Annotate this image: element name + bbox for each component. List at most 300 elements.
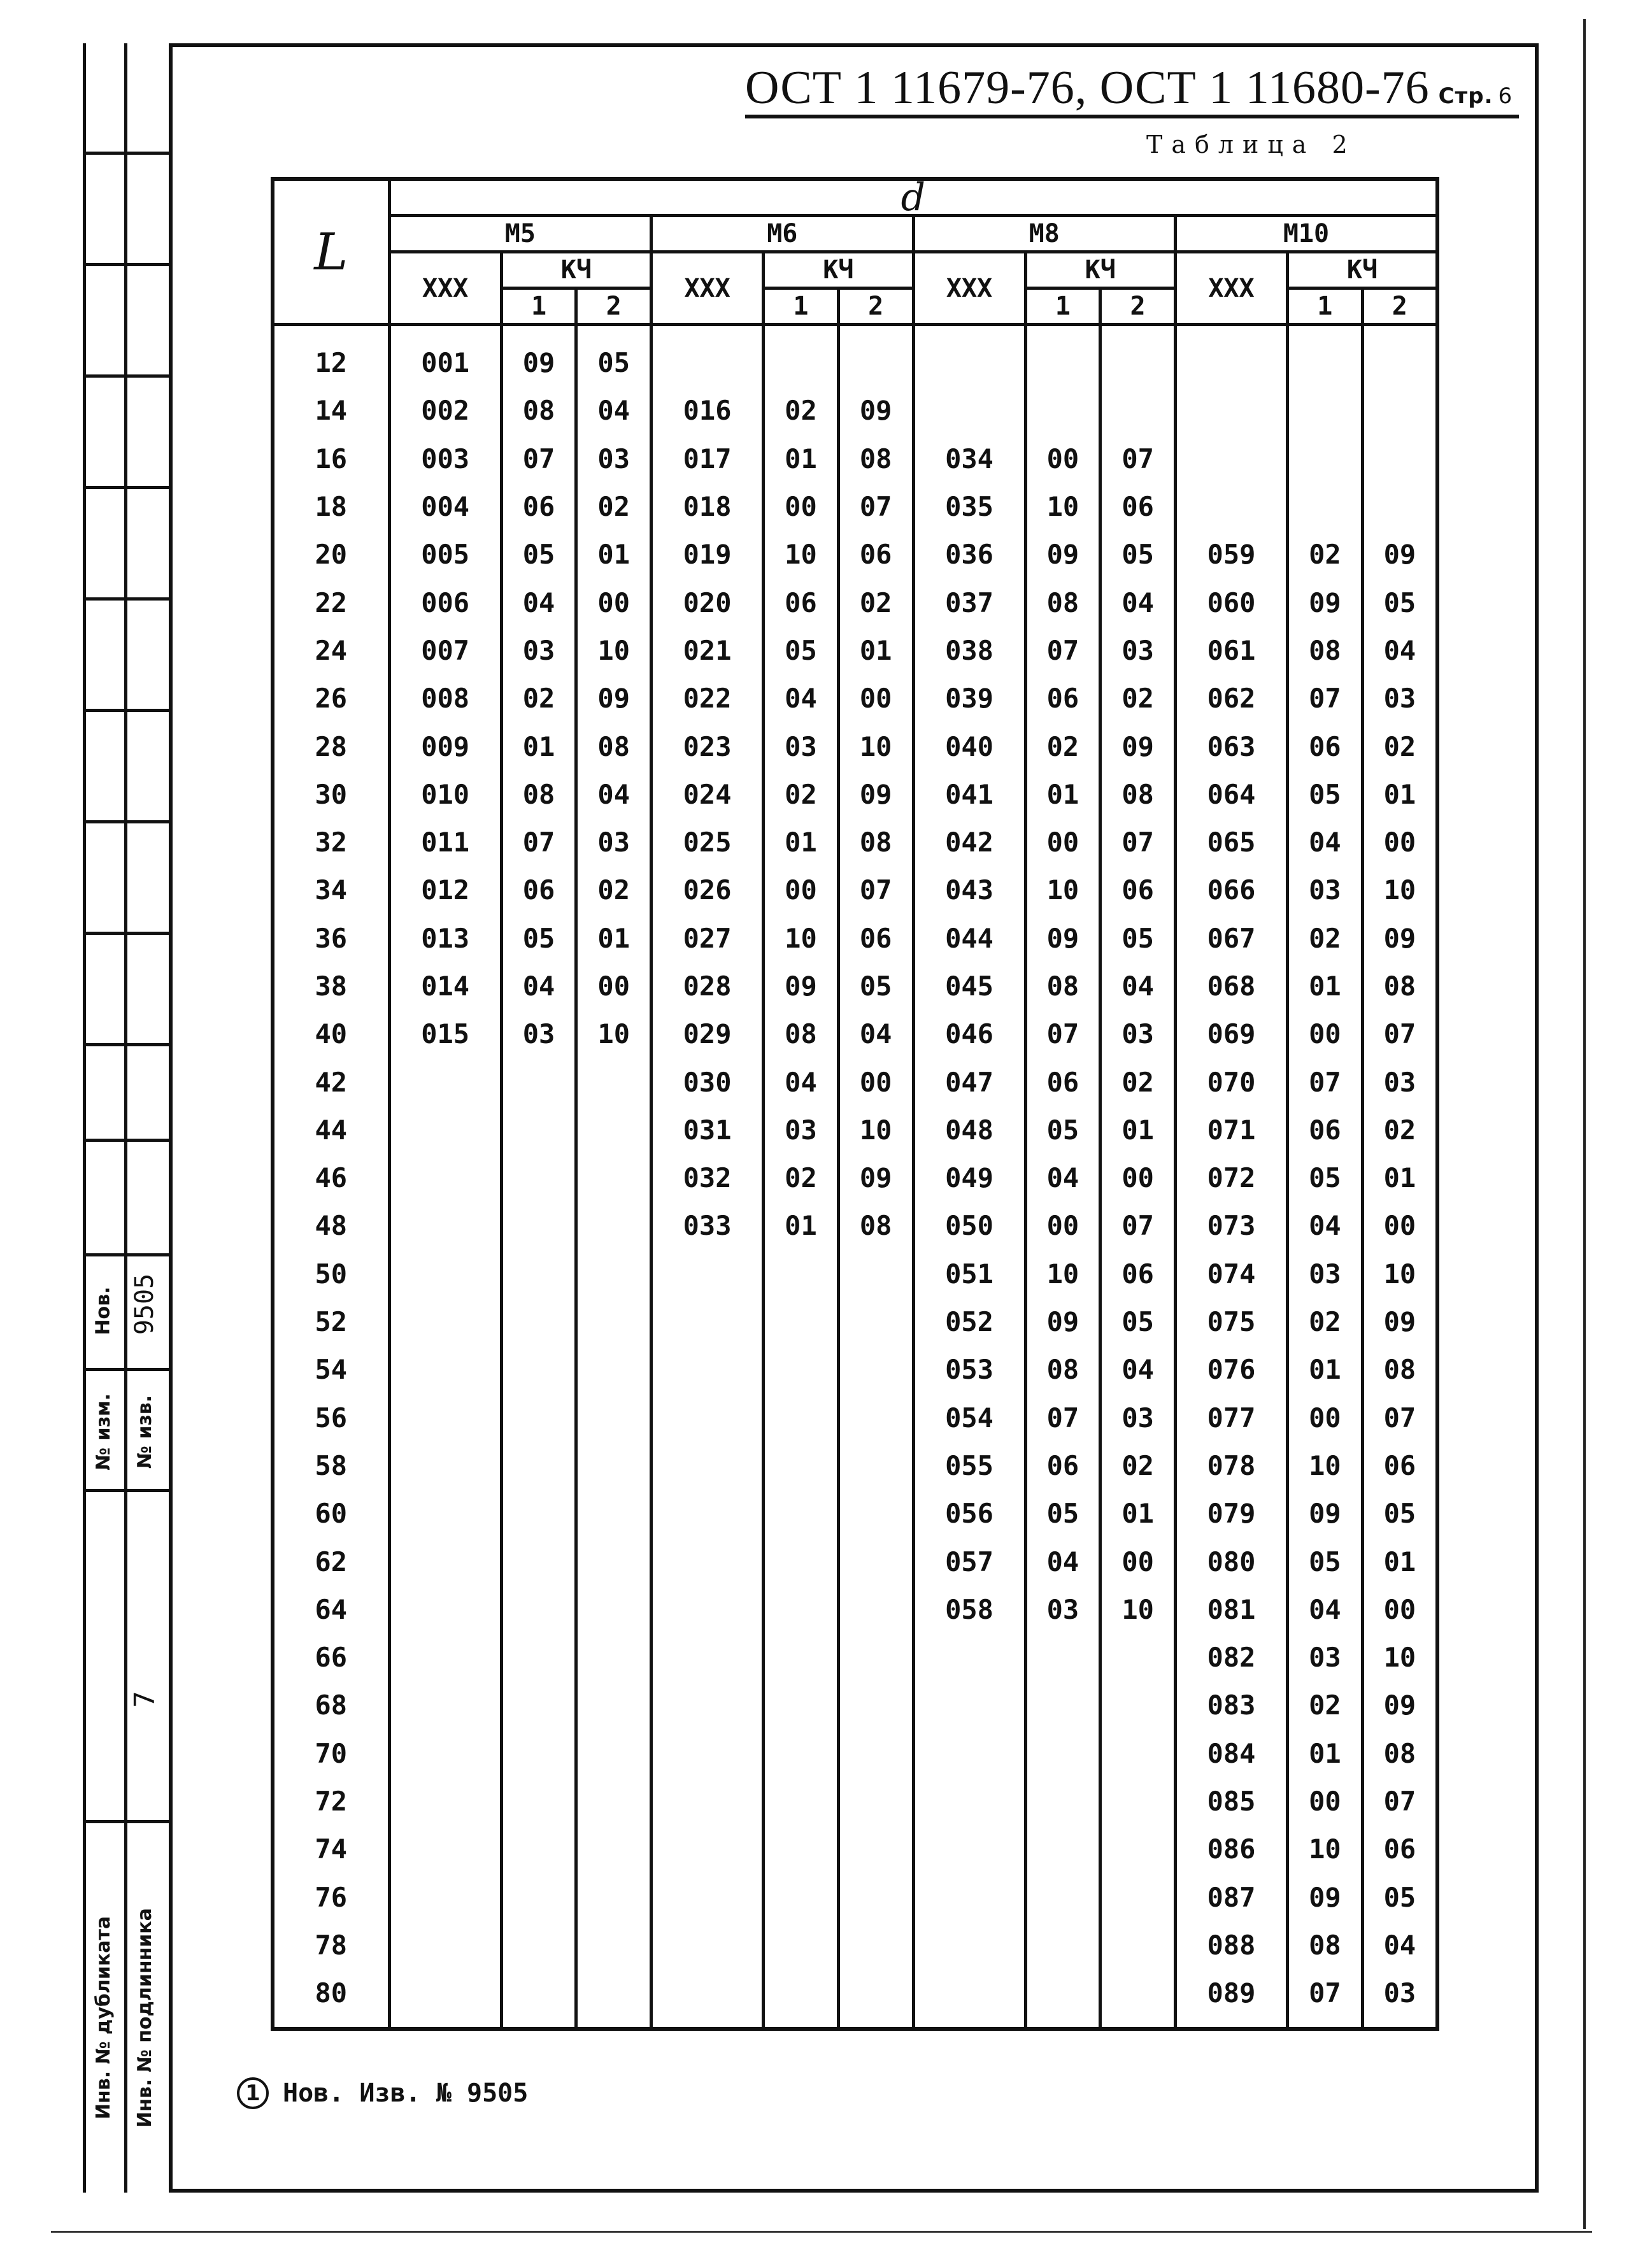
subheader-xxx: XXX <box>652 252 764 325</box>
table-cell: 09 <box>1025 530 1100 578</box>
table-row <box>273 962 1437 1010</box>
table-cell: 00 <box>838 1058 913 1106</box>
length-cell: 62 <box>273 1537 389 1585</box>
table-cell: 022 <box>652 674 764 722</box>
table-cell: 026 <box>652 866 764 914</box>
table-cell: 016 <box>652 387 764 434</box>
table-cell: 01 <box>1288 1730 1363 1777</box>
table-cell: 03 <box>501 627 576 674</box>
table-cell: 040 <box>913 722 1025 770</box>
table-cell <box>913 1921 1025 1969</box>
table-cell <box>389 1250 501 1298</box>
table-cell: 09 <box>1362 1298 1437 1346</box>
table-cell <box>1288 483 1363 530</box>
table-cell: 001 <box>389 325 501 387</box>
table-cell: 08 <box>1288 1921 1363 1969</box>
length-cell: 50 <box>273 1250 389 1298</box>
table-cell: 08 <box>1025 962 1100 1010</box>
table-cell: 09 <box>1100 722 1176 770</box>
table-cell <box>501 1730 576 1777</box>
table-cell: 06 <box>1025 674 1100 722</box>
table-cell: 069 <box>1175 1010 1287 1058</box>
table-cell: 01 <box>1288 1346 1363 1393</box>
table-cell: 015 <box>389 1010 501 1058</box>
table-cell <box>389 1202 501 1249</box>
table-cell: 04 <box>1362 627 1437 674</box>
table-cell <box>764 1681 839 1729</box>
table-cell: 08 <box>1362 962 1437 1010</box>
table-cell: 087 <box>1175 1874 1287 1921</box>
table-cell <box>576 1298 652 1346</box>
length-cell: 14 <box>273 387 389 434</box>
table-cell: 070 <box>1175 1058 1287 1106</box>
table-cell: 050 <box>913 1202 1025 1249</box>
table-cell: 10 <box>1362 866 1437 914</box>
data-table <box>271 177 1439 2031</box>
length-cell: 74 <box>273 1825 389 1873</box>
table-cell: 06 <box>1362 1825 1437 1873</box>
col-header-length: L <box>273 179 389 325</box>
table-cell: 00 <box>1288 1777 1363 1825</box>
table-cell: 01 <box>1288 962 1363 1010</box>
length-cell: 60 <box>273 1490 389 1537</box>
table-cell: 01 <box>1362 1154 1437 1202</box>
table-cell: 00 <box>1288 1394 1363 1442</box>
length-cell: 76 <box>273 1874 389 1921</box>
table-cell: 08 <box>576 722 652 770</box>
table-cell: 00 <box>1362 1202 1437 1249</box>
table-cell <box>501 1586 576 1633</box>
table-cell: 03 <box>1288 1633 1363 1681</box>
stamp-dup-inventory-label: Инв. № дубликата <box>92 1916 115 2119</box>
table-cell: 10 <box>576 1010 652 1058</box>
table-cell: 03 <box>501 1010 576 1058</box>
table-cell: 045 <box>913 962 1025 1010</box>
table-cell <box>652 1298 764 1346</box>
table-cell <box>501 1298 576 1346</box>
table-cell: 030 <box>652 1058 764 1106</box>
table-cell <box>389 1969 501 2029</box>
table-row <box>273 1202 1437 1249</box>
table-cell: 068 <box>1175 962 1287 1010</box>
table-cell <box>576 1921 652 1969</box>
table-cell: 03 <box>576 818 652 866</box>
table-cell <box>389 1058 501 1106</box>
table-cell: 02 <box>764 1154 839 1202</box>
table-cell <box>1100 387 1176 434</box>
subheader-kch: КЧ <box>1025 252 1175 288</box>
table-cell: 06 <box>1100 483 1176 530</box>
table-cell: 061 <box>1175 627 1287 674</box>
table-cell: 054 <box>913 1394 1025 1442</box>
table-cell <box>576 1442 652 1490</box>
table-cell <box>764 1298 839 1346</box>
table-cell <box>389 1346 501 1393</box>
table-cell: 09 <box>1025 914 1100 962</box>
table-cell <box>838 1250 913 1298</box>
table-cell: 08 <box>838 818 913 866</box>
table-row <box>273 722 1437 770</box>
length-cell: 36 <box>273 914 389 962</box>
table-cell: 07 <box>1025 1394 1100 1442</box>
table-cell <box>764 1490 839 1537</box>
table-cell: 03 <box>1100 627 1176 674</box>
table-cell: 011 <box>389 818 501 866</box>
table-cell: 09 <box>1362 1681 1437 1729</box>
table-cell: 04 <box>1288 818 1363 866</box>
table-cell: 02 <box>1100 1058 1176 1106</box>
length-cell: 30 <box>273 771 389 818</box>
table-cell: 09 <box>838 771 913 818</box>
table-row <box>273 866 1437 914</box>
table-cell: 02 <box>1100 674 1176 722</box>
table-cell <box>764 1250 839 1298</box>
table-cell: 07 <box>1362 1010 1437 1058</box>
length-cell: 58 <box>273 1442 389 1490</box>
document-standard-title <box>745 61 1513 115</box>
table-cell: 079 <box>1175 1490 1287 1537</box>
table-cell <box>1025 1730 1100 1777</box>
table-cell <box>838 1730 913 1777</box>
table-cell <box>1100 1874 1176 1921</box>
table-cell: 009 <box>389 722 501 770</box>
table-cell: 00 <box>1100 1154 1176 1202</box>
table-cell: 01 <box>501 722 576 770</box>
table-cell: 02 <box>1362 1106 1437 1154</box>
table-cell: 02 <box>838 578 913 626</box>
table-cell: 081 <box>1175 1586 1287 1633</box>
table-cell <box>501 1154 576 1202</box>
table-cell: 038 <box>913 627 1025 674</box>
table-cell: 05 <box>1288 771 1363 818</box>
table-cell: 04 <box>501 578 576 626</box>
table-cell <box>838 1777 913 1825</box>
table-cell <box>652 1490 764 1537</box>
table-cell <box>913 1874 1025 1921</box>
table-cell <box>576 1537 652 1585</box>
table-cell: 075 <box>1175 1298 1287 1346</box>
table-cell: 08 <box>1362 1730 1437 1777</box>
page-label: Стр. <box>1438 83 1493 109</box>
table-cell <box>652 1633 764 1681</box>
length-cell: 70 <box>273 1730 389 1777</box>
table-cell: 033 <box>652 1202 764 1249</box>
table-cell <box>1100 1777 1176 1825</box>
table-cell <box>1025 387 1100 434</box>
length-cell: 66 <box>273 1633 389 1681</box>
table-cell: 06 <box>1100 866 1176 914</box>
table-cell <box>764 1969 839 2029</box>
table-cell: 07 <box>1025 627 1100 674</box>
table-cell <box>1175 387 1287 434</box>
length-cell: 46 <box>273 1154 389 1202</box>
table-cell <box>576 1106 652 1154</box>
table-cell: 00 <box>1025 435 1100 483</box>
table-cell <box>838 1633 913 1681</box>
table-cell <box>913 1730 1025 1777</box>
table-cell: 03 <box>1362 1058 1437 1106</box>
table-cell: 04 <box>501 962 576 1010</box>
table-cell: 023 <box>652 722 764 770</box>
table-cell <box>501 1250 576 1298</box>
table-cell: 04 <box>764 1058 839 1106</box>
table-row <box>273 435 1437 483</box>
table-cell: 05 <box>1362 1874 1437 1921</box>
table-cell: 10 <box>838 722 913 770</box>
table-cell: 086 <box>1175 1825 1287 1873</box>
table-row <box>273 578 1437 626</box>
table-cell: 05 <box>1362 578 1437 626</box>
table-cell: 058 <box>913 1586 1025 1633</box>
table-cell <box>576 1202 652 1249</box>
table-cell <box>576 1874 652 1921</box>
length-cell: 16 <box>273 435 389 483</box>
table-cell <box>576 1394 652 1442</box>
table-cell: 00 <box>1362 818 1437 866</box>
table-cell: 00 <box>764 866 839 914</box>
subheader-kch-2: 2 <box>838 288 913 325</box>
table-cell: 05 <box>1288 1537 1363 1585</box>
table-cell: 01 <box>1025 771 1100 818</box>
table-cell <box>576 1346 652 1393</box>
table-row <box>273 1298 1437 1346</box>
table-cell <box>913 1969 1025 2029</box>
table-row <box>273 627 1437 674</box>
table-cell: 020 <box>652 578 764 626</box>
title-underline <box>745 115 1519 118</box>
table-cell <box>1362 435 1437 483</box>
table-cell: 01 <box>764 1202 839 1249</box>
table-cell <box>389 1490 501 1537</box>
table-cell: 05 <box>1025 1106 1100 1154</box>
table-cell: 04 <box>1288 1586 1363 1633</box>
table-cell: 08 <box>838 1202 913 1249</box>
table-cell: 00 <box>1362 1586 1437 1633</box>
table-cell <box>1025 1969 1100 2029</box>
table-cell: 04 <box>1025 1537 1100 1585</box>
table-cell: 04 <box>838 1010 913 1058</box>
table-cell <box>913 387 1025 434</box>
table-cell: 021 <box>652 627 764 674</box>
table-cell <box>1025 1681 1100 1729</box>
length-cell: 72 <box>273 1777 389 1825</box>
table-cell: 06 <box>1100 1250 1176 1298</box>
table-cell <box>501 1921 576 1969</box>
table-cell: 09 <box>501 325 576 387</box>
table-cell: 077 <box>1175 1394 1287 1442</box>
table-cell: 10 <box>1288 1825 1363 1873</box>
table-cell: 10 <box>1100 1586 1176 1633</box>
length-cell: 18 <box>273 483 389 530</box>
stamp-inventory-value: 7 <box>129 1690 161 1708</box>
table-cell <box>1100 1730 1176 1777</box>
table-cell: 042 <box>913 818 1025 866</box>
table-cell <box>501 1442 576 1490</box>
table-cell <box>764 1442 839 1490</box>
table-cell: 04 <box>1288 1202 1363 1249</box>
table-cell: 02 <box>764 771 839 818</box>
length-cell: 32 <box>273 818 389 866</box>
table-cell: 074 <box>1175 1250 1287 1298</box>
page-bottom-line <box>51 2231 1592 2233</box>
table-cell: 03 <box>764 722 839 770</box>
table-cell <box>652 1250 764 1298</box>
table-cell: 08 <box>1100 771 1176 818</box>
table-cell: 044 <box>913 914 1025 962</box>
table-cell <box>1100 1633 1176 1681</box>
table-cell <box>1025 1921 1100 1969</box>
table-cell <box>1362 325 1437 387</box>
table-cell: 07 <box>838 866 913 914</box>
group-header-m8: M8 <box>913 216 1175 252</box>
table-cell <box>913 1681 1025 1729</box>
table-cell: 01 <box>764 435 839 483</box>
table-cell <box>838 1681 913 1729</box>
table-cell: 028 <box>652 962 764 1010</box>
table-cell: 027 <box>652 914 764 962</box>
length-cell: 42 <box>273 1058 389 1106</box>
table-cell: 018 <box>652 483 764 530</box>
table-cell: 07 <box>1362 1394 1437 1442</box>
table-cell <box>389 1681 501 1729</box>
table-cell: 051 <box>913 1250 1025 1298</box>
table-cell: 085 <box>1175 1777 1287 1825</box>
subheader-kch: КЧ <box>501 252 651 288</box>
table-cell <box>389 1825 501 1873</box>
table-cell: 014 <box>389 962 501 1010</box>
table-cell: 09 <box>1025 1298 1100 1346</box>
table-cell <box>838 1586 913 1633</box>
table-cell: 064 <box>1175 771 1287 818</box>
table-cell: 09 <box>1288 1490 1363 1537</box>
table-cell: 10 <box>764 914 839 962</box>
table-cell: 05 <box>1100 530 1176 578</box>
table-cell <box>576 1154 652 1202</box>
table-cell <box>576 1730 652 1777</box>
length-cell: 44 <box>273 1106 389 1154</box>
page-number: 6 <box>1498 83 1513 109</box>
length-cell: 28 <box>273 722 389 770</box>
table-cell <box>652 325 764 387</box>
length-cell: 56 <box>273 1394 389 1442</box>
table-cell: 05 <box>1025 1490 1100 1537</box>
table-cell: 09 <box>1288 1874 1363 1921</box>
length-cell: 20 <box>273 530 389 578</box>
table-cell: 05 <box>1100 914 1176 962</box>
table-cell <box>838 1969 913 2029</box>
table-cell: 10 <box>764 530 839 578</box>
table-cell <box>389 1106 501 1154</box>
table-cell <box>913 1825 1025 1873</box>
table-cell: 04 <box>576 771 652 818</box>
table-cell: 02 <box>1288 1298 1363 1346</box>
table-cell: 02 <box>1025 722 1100 770</box>
table-cell: 06 <box>1025 1442 1100 1490</box>
table-row <box>273 1346 1437 1393</box>
table-cell <box>652 1346 764 1393</box>
table-cell: 041 <box>913 771 1025 818</box>
table-cell: 08 <box>1288 627 1363 674</box>
table-cell <box>1100 325 1176 387</box>
table-cell: 072 <box>1175 1154 1287 1202</box>
table-row <box>273 483 1437 530</box>
table-cell <box>652 1921 764 1969</box>
table-cell: 03 <box>1100 1394 1176 1442</box>
table-cell <box>1288 435 1363 483</box>
length-cell: 48 <box>273 1202 389 1249</box>
table-cell: 06 <box>838 914 913 962</box>
table-cell: 10 <box>576 627 652 674</box>
length-cell: 80 <box>273 1969 389 2029</box>
length-cell: 52 <box>273 1298 389 1346</box>
table-cell: 02 <box>764 387 839 434</box>
table-cell <box>652 1681 764 1729</box>
table-row <box>273 1586 1437 1633</box>
subheader-kch-1: 1 <box>1288 288 1363 325</box>
standard-code: ОСТ 1 11679-76, ОСТ 1 11680-76 <box>745 62 1430 114</box>
table-row <box>273 818 1437 866</box>
table-cell: 04 <box>1100 1346 1176 1393</box>
table-cell: 089 <box>1175 1969 1287 2029</box>
table-cell <box>501 1777 576 1825</box>
table-cell: 09 <box>838 1154 913 1202</box>
table-cell <box>838 1442 913 1490</box>
table-cell: 002 <box>389 387 501 434</box>
table-cell: 06 <box>764 578 839 626</box>
table-cell: 017 <box>652 435 764 483</box>
table-cell <box>913 1633 1025 1681</box>
table-cell: 00 <box>1288 1010 1363 1058</box>
table-cell: 05 <box>838 962 913 1010</box>
table-cell <box>764 1730 839 1777</box>
table-cell: 04 <box>1100 578 1176 626</box>
subheader-kch-1: 1 <box>764 288 839 325</box>
subheader-kch-1: 1 <box>1025 288 1100 325</box>
table-row <box>273 1250 1437 1298</box>
table-cell <box>501 1825 576 1873</box>
table-cell: 034 <box>913 435 1025 483</box>
table-cell <box>576 1058 652 1106</box>
table-cell <box>1025 1777 1100 1825</box>
table-row <box>273 387 1437 434</box>
table-caption: Таблица 2 <box>1146 131 1356 159</box>
table-cell: 006 <box>389 578 501 626</box>
table-row <box>273 1058 1437 1106</box>
table-cell: 08 <box>501 771 576 818</box>
length-cell: 34 <box>273 866 389 914</box>
table-cell: 04 <box>1100 962 1176 1010</box>
table-cell: 05 <box>1362 1490 1437 1537</box>
table-cell <box>838 1394 913 1442</box>
table-row <box>273 914 1437 962</box>
table-cell: 10 <box>838 1106 913 1154</box>
table-cell <box>501 1874 576 1921</box>
table-cell <box>1175 325 1287 387</box>
table-row <box>273 325 1437 387</box>
table-row <box>273 1010 1437 1058</box>
stamp-new-label: Нов. <box>92 1286 115 1335</box>
table-cell: 02 <box>1288 1681 1363 1729</box>
table-cell <box>764 1874 839 1921</box>
table-cell: 003 <box>389 435 501 483</box>
table-cell <box>652 1969 764 2029</box>
table-cell <box>838 1874 913 1921</box>
table-row <box>273 1921 1437 1969</box>
table-cell <box>389 1154 501 1202</box>
table-row <box>273 1633 1437 1681</box>
table-cell <box>764 325 839 387</box>
table-cell: 01 <box>1100 1106 1176 1154</box>
